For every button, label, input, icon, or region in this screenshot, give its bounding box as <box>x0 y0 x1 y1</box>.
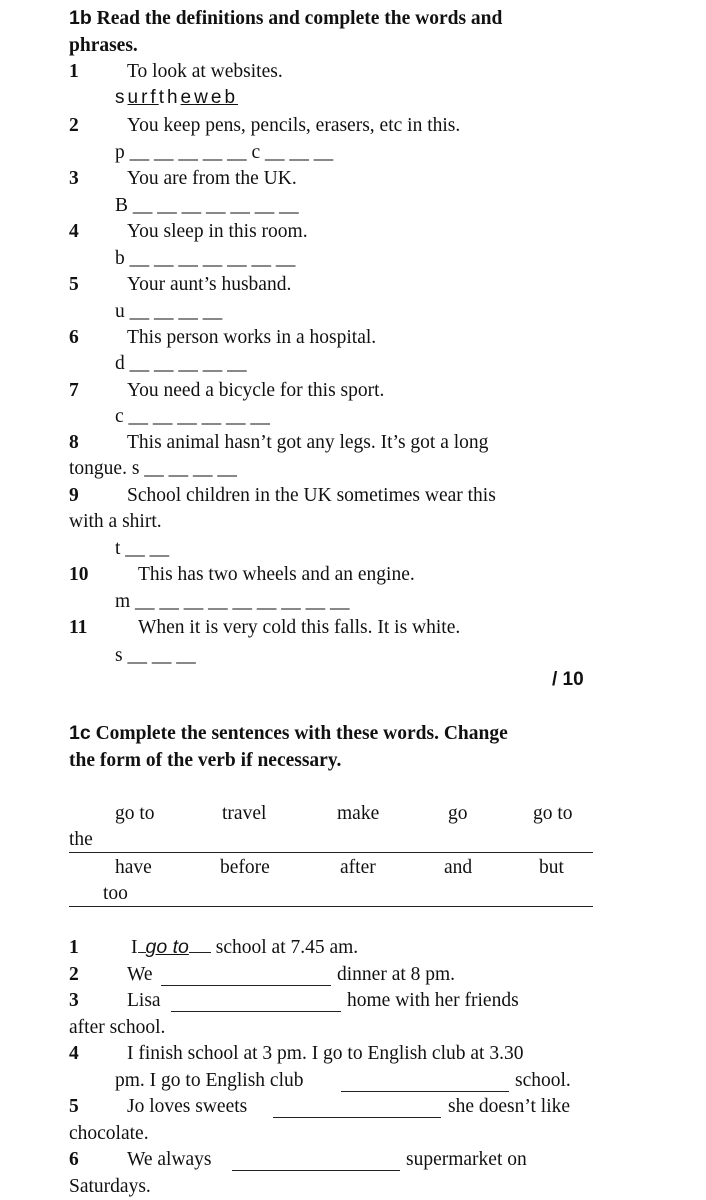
item-number: 1 <box>69 61 79 82</box>
sentence-text: dinner at 8 pm. <box>337 964 456 985</box>
word-option: make <box>337 803 380 824</box>
item-number: 6 <box>69 327 79 348</box>
word-option: go <box>448 803 468 824</box>
answer-letter: f <box>150 87 159 108</box>
sentence-text: she doesn’t like <box>448 1096 571 1117</box>
word-blank[interactable] <box>69 459 237 479</box>
item-number: 5 <box>69 274 79 295</box>
item-number: 2 <box>69 115 79 136</box>
heading-line-2: the form of the verb if necessary. <box>69 750 342 771</box>
hint-letter: d <box>115 353 125 374</box>
item-number: 10 <box>69 564 89 585</box>
word-blank[interactable] <box>115 354 247 374</box>
blank-line <box>138 952 146 953</box>
example-answer: go to <box>145 936 189 958</box>
blank-line <box>189 952 211 953</box>
item-number: 8 <box>69 432 79 453</box>
letter-blanks[interactable]: __ __ __ __ __ __ __ <box>129 248 296 269</box>
word-blank[interactable] <box>115 539 169 559</box>
letter-blanks[interactable]: __ __ __ __ __ __ __ <box>132 195 299 216</box>
answer-letter: e <box>180 87 195 108</box>
hint-letter: u <box>115 301 125 322</box>
item-number: 7 <box>69 380 79 401</box>
section-1c-heading <box>69 724 508 744</box>
hint-letter: t <box>158 87 167 108</box>
word-option: have <box>115 857 152 878</box>
item-number: 4 <box>69 221 79 242</box>
example-answer <box>115 88 238 107</box>
sentence-continuation: after school. <box>69 1017 166 1038</box>
answer-letter: r <box>141 87 151 108</box>
hint-letter: t <box>115 538 121 559</box>
hint-letter: B <box>115 195 129 216</box>
word-option-continuation: the <box>69 829 93 850</box>
item-definition: You keep pens, pencils, erasers, etc in this. <box>127 115 461 136</box>
word-option: go to <box>533 803 573 824</box>
sentence-text: Lisa <box>127 990 161 1011</box>
item-definition: Your aunt’s husband. <box>127 274 292 295</box>
letter-blanks[interactable]: __ __ __ __ __ <box>129 353 247 374</box>
definition-continuation: with a shirt. <box>69 511 162 532</box>
sentence-1 <box>131 938 358 958</box>
sentence-text: pm. I go to English club <box>115 1070 304 1091</box>
hint-letter: c <box>115 406 124 427</box>
sentence-number: 5 <box>69 1096 79 1117</box>
word-option: travel <box>222 803 267 824</box>
letter-blanks[interactable]: __ __ <box>125 538 170 559</box>
answer-letter: u <box>127 87 142 108</box>
answer-blank[interactable] <box>232 1150 400 1171</box>
definition-continuation: tongue. s <box>69 458 140 479</box>
sentence-continuation: chocolate. <box>69 1123 149 1144</box>
word-option: but <box>539 857 564 878</box>
word-option: before <box>220 857 270 878</box>
hint-letter: m <box>115 591 131 612</box>
letter-blanks[interactable]: __ __ __ __ <box>129 301 223 322</box>
hint-letter: p <box>115 142 125 163</box>
item-definition: You sleep in this room. <box>127 221 308 242</box>
sentence-text: We always <box>127 1149 212 1170</box>
item-definition: This animal hasn’t got any legs. It’s got a long <box>127 432 489 453</box>
item-definition: You need a bicycle for this sport. <box>127 380 385 401</box>
sentence-text: I <box>131 937 138 958</box>
heading-line-1: Complete the sentences with these words. Change <box>95 723 508 744</box>
sentence-text: supermarket on <box>406 1149 527 1170</box>
sentence-text: home with her friends <box>347 990 519 1011</box>
sentence-text: Jo loves sweets <box>127 1096 248 1117</box>
word-option: after <box>340 857 376 878</box>
answer-blank[interactable] <box>161 965 331 986</box>
item-number: 11 <box>69 617 88 638</box>
divider <box>69 906 593 907</box>
letter-blanks[interactable]: __ __ __ __ <box>144 458 237 479</box>
hint-letter: s <box>115 87 128 108</box>
heading-line-2: phrases. <box>69 35 138 56</box>
letter-blanks[interactable]: __ __ __ <box>265 142 334 163</box>
sentence-number: 1 <box>69 937 79 958</box>
hint-letter: c <box>251 142 261 163</box>
item-definition: School children in the UK sometimes wear this <box>127 485 496 506</box>
sentence-number: 6 <box>69 1149 79 1170</box>
section-code: 1c <box>69 722 91 744</box>
score-box: / 10 <box>552 669 584 690</box>
word-option-continuation: too <box>103 883 128 904</box>
item-number: 3 <box>69 168 79 189</box>
answer-letter: w <box>194 87 211 108</box>
word-blank[interactable] <box>115 249 295 269</box>
divider <box>69 852 593 853</box>
sentence-number: 3 <box>69 990 79 1011</box>
answer-letter: b <box>224 87 239 108</box>
word-option: and <box>444 857 473 878</box>
item-definition: This person works in a hospital. <box>127 327 377 348</box>
item-definition: You are from the UK. <box>127 168 297 189</box>
sentence-number: 4 <box>69 1043 79 1064</box>
hint-letter: h <box>166 87 181 108</box>
word-blank[interactable] <box>115 196 299 216</box>
heading-line-1: Read the definitions and complete the words and <box>96 8 503 29</box>
word-option: go to <box>115 803 155 824</box>
section-code: 1b <box>69 7 92 29</box>
sentence-text: school. <box>515 1070 571 1091</box>
answer-blank[interactable] <box>341 1071 509 1092</box>
hint-letter: s <box>115 645 123 666</box>
word-blank[interactable] <box>115 646 196 666</box>
sentence-number: 2 <box>69 964 79 985</box>
item-definition: To look at websites. <box>127 61 283 82</box>
hint-letter: b <box>115 248 125 269</box>
sentence-continuation: Saturdays. <box>69 1176 151 1197</box>
word-blank[interactable] <box>115 592 350 612</box>
letter-blanks[interactable]: __ __ __ __ __ __ <box>128 406 270 427</box>
sentence-text: We <box>127 964 153 985</box>
item-definition: This has two wheels and an engine. <box>138 564 415 585</box>
letter-blanks[interactable]: __ __ __ <box>127 645 196 666</box>
item-definition: When it is very cold this falls. It is white. <box>138 617 461 638</box>
word-blank[interactable] <box>115 407 270 427</box>
letter-blanks[interactable]: __ __ __ __ __ <box>129 142 247 163</box>
sentence-text: school at 7.45 am. <box>215 937 359 958</box>
sentence-text: I finish school at 3 pm. I go to English club at 3.30 <box>127 1043 524 1064</box>
answer-blank[interactable] <box>273 1097 441 1118</box>
answer-letter: e <box>210 87 225 108</box>
word-blank[interactable] <box>115 302 222 322</box>
word-blank[interactable] <box>115 143 333 163</box>
letter-blanks[interactable]: __ __ __ __ __ __ __ __ __ <box>135 591 350 612</box>
answer-blank[interactable] <box>171 991 341 1012</box>
item-number: 9 <box>69 485 79 506</box>
section-1b-heading <box>69 9 502 29</box>
